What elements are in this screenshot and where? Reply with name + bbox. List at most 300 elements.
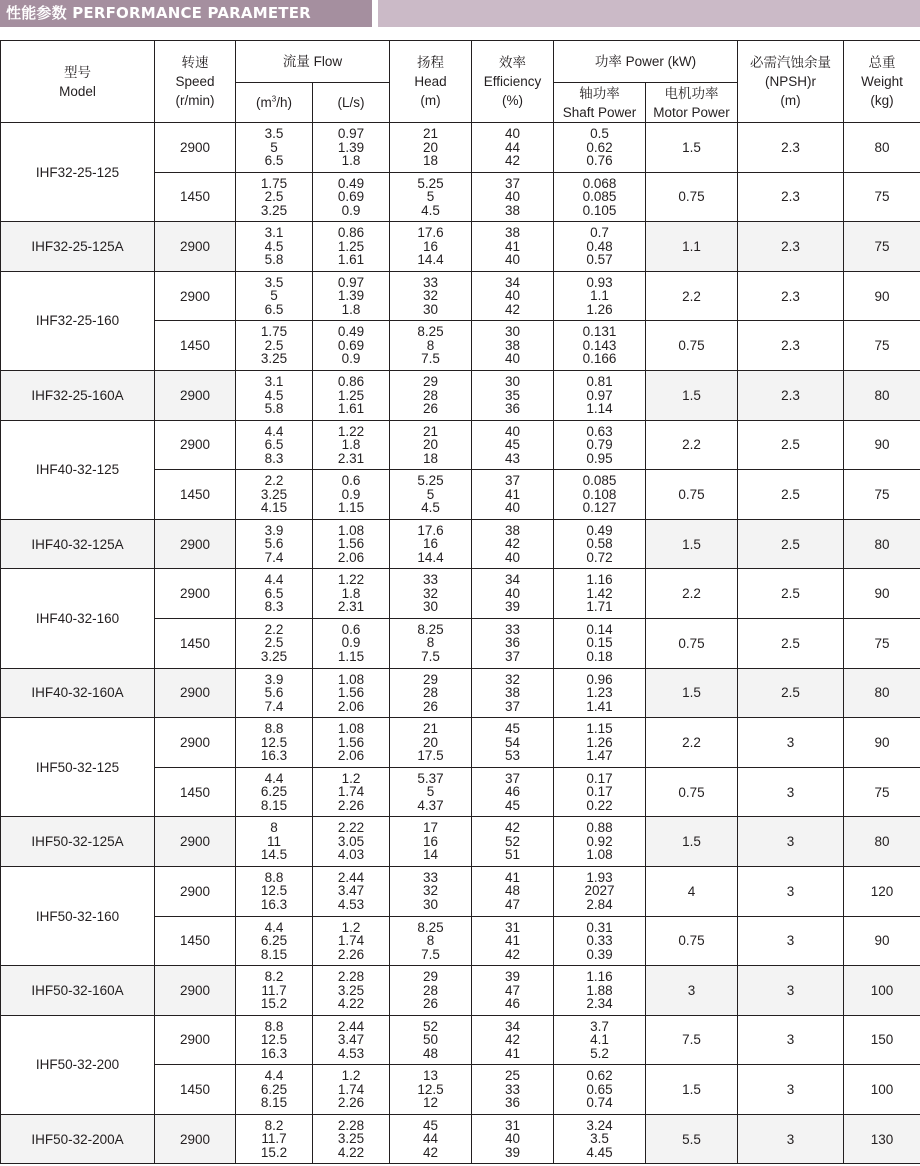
flow-m3h-cell-value: 2.5 (264, 635, 284, 651)
flow-ls-cell-value: 0.97 (337, 126, 365, 142)
model-cell: IHF32-25-125 (1, 123, 155, 222)
efficiency-cell-value: 46 (505, 784, 521, 800)
flow-m3h-cell-value: 2.5 (264, 189, 284, 205)
motor-power-cell: 4 (646, 866, 738, 916)
motor-power-cell: 1.5 (646, 370, 738, 420)
flow-m3h-cell-value: 3.25 (260, 486, 288, 502)
shaft-power-cell (554, 817, 646, 867)
efficiency-cell (472, 718, 554, 768)
speed-cell: 2900 (155, 420, 236, 470)
speed-cell: 2900 (155, 123, 236, 173)
weight-cell: 90 (844, 271, 920, 321)
weight-cell: 75 (844, 222, 920, 272)
flow-m3h-cell-value: 11.7 (261, 1131, 287, 1147)
head-cell-value: 17.5 (417, 748, 444, 764)
shaft-power-cell-value: 0.166 (582, 351, 617, 367)
flow-m3h-cell-value: 5.6 (264, 536, 284, 552)
shaft-power-cell-value: 0.74 (586, 1095, 613, 1111)
efficiency-cell-value: 37 (505, 698, 521, 714)
flow-ls-cell-value: 1.8 (341, 153, 361, 169)
flow-m3h-cell (236, 668, 313, 718)
shaft-power-cell-value: 0.95 (586, 450, 613, 466)
head-cell-value: 28 (423, 982, 439, 998)
head-cell-value: 17.6 (417, 522, 444, 538)
flow-m3h-cell-value: 6.25 (260, 933, 288, 949)
head-cell-value: 30 (423, 599, 439, 615)
weight-cell: 100 (844, 966, 920, 1016)
model-cell: IHF50-32-200A (1, 1114, 155, 1164)
col-weight (844, 41, 920, 123)
head-cell-value: 33 (423, 274, 439, 290)
head-cell-value: 33 (423, 869, 439, 885)
shaft-power-cell (554, 1065, 646, 1115)
col-head-unit: (m) (420, 93, 441, 108)
flow-m3h-cell-value: 16.3 (260, 748, 288, 764)
flow-ls-cell-value: 1.2 (341, 1068, 361, 1084)
flow-ls-cell (313, 916, 390, 966)
flow-ls-cell (313, 519, 390, 569)
npsh-cell: 3 (738, 1015, 844, 1065)
flow-ls-cell-value: 1.39 (337, 139, 365, 155)
model-cell: IHF32-25-125A (1, 222, 155, 272)
col-head-en: Head (414, 74, 447, 89)
motor-power-cell: 2.2 (646, 271, 738, 321)
shaft-power-cell-value: 1.88 (586, 982, 613, 998)
shaft-power-cell-value: 1.71 (586, 599, 613, 615)
speed-cell: 2900 (155, 866, 236, 916)
efficiency-cell (472, 1114, 554, 1164)
flow-ls-cell-value: 0.49 (337, 175, 365, 191)
shaft-power-cell (554, 569, 646, 619)
speed-cell: 2900 (155, 222, 236, 272)
model-cell: IHF50-32-125A (1, 817, 155, 867)
flow-m3h-cell-value: 4.4 (264, 1068, 284, 1084)
table-row (1, 718, 920, 768)
efficiency-cell-value: 40 (505, 252, 521, 268)
flow-ls-cell (313, 569, 390, 619)
flow-m3h-cell-value: 14.5 (260, 847, 288, 863)
table-row (1, 1114, 920, 1164)
shaft-power-cell-value: 0.22 (586, 797, 613, 813)
shaft-power-cell (554, 321, 646, 371)
shaft-power-cell (554, 420, 646, 470)
head-cell-value: 7.5 (421, 351, 440, 367)
head-cell-value: 28 (423, 685, 439, 701)
shaft-power-cell-value: 0.76 (586, 153, 613, 169)
shaft-power-cell-value: 3.24 (586, 1117, 613, 1133)
efficiency-cell-value: 39 (505, 969, 521, 985)
speed-cell: 2900 (155, 718, 236, 768)
speed-cell: 1450 (155, 470, 236, 520)
shaft-power-cell-value: 2027 (584, 883, 615, 899)
head-cell-value: 30 (423, 301, 439, 317)
head-cell (390, 123, 472, 173)
head-cell-value: 29 (423, 969, 439, 985)
head-cell-value: 4.37 (417, 797, 444, 813)
speed-cell: 2900 (155, 519, 236, 569)
head-cell-value: 7.5 (421, 946, 440, 962)
model-cell: IHF40-32-125A (1, 519, 155, 569)
head-cell (390, 519, 472, 569)
flow-m3h-cell (236, 1065, 313, 1115)
motor-power-cell: 1.5 (646, 668, 738, 718)
flow-m3h-cell-value: 1.75 (260, 175, 288, 191)
speed-cell: 2900 (155, 271, 236, 321)
shaft-power-cell-value: 0.39 (586, 946, 613, 962)
head-cell-value: 32 (423, 883, 439, 899)
flow-m3h-cell (236, 718, 313, 768)
efficiency-cell-value: 34 (505, 572, 521, 588)
head-cell-value: 18 (423, 153, 439, 169)
motor-power-cell: 1.5 (646, 519, 738, 569)
efficiency-cell (472, 172, 554, 222)
head-cell-value: 12.5 (417, 1081, 444, 1097)
shaft-power-cell-value: 0.31 (586, 919, 613, 935)
head-cell-value: 52 (423, 1018, 439, 1034)
col-weight-unit: (kg) (870, 93, 894, 108)
flow-ls-cell (313, 172, 390, 222)
efficiency-cell-value: 39 (505, 599, 521, 615)
flow-m3h-cell (236, 817, 313, 867)
table-row (1, 817, 920, 867)
head-cell-value: 45 (423, 1117, 439, 1133)
npsh-cell: 3 (738, 866, 844, 916)
flow-ls-cell (313, 123, 390, 173)
col-flow-ls: (L/s) (313, 83, 390, 123)
efficiency-cell (472, 470, 554, 520)
flow-m3h-cell-value: 5 (270, 288, 278, 304)
efficiency-cell-value: 40 (505, 189, 521, 205)
weight-cell: 120 (844, 866, 920, 916)
flow-ls-cell-value: 2.26 (337, 946, 365, 962)
motor-power-cell: 1.5 (646, 1065, 738, 1115)
flow-ls-cell-value: 2.06 (337, 748, 365, 764)
flow-m3h-cell-value: 15.2 (260, 996, 288, 1012)
flow-ls-cell-value: 1.25 (337, 238, 365, 254)
head-cell (390, 470, 472, 520)
flow-m3h-cell-value: 3.5 (264, 274, 284, 290)
flow-m3h-cell (236, 618, 313, 668)
head-cell-value: 17.6 (417, 225, 444, 241)
flow-m3h-cell-value: 2.2 (264, 473, 284, 489)
flow-m3h-cell-value: 8.15 (260, 797, 288, 813)
speed-cell: 1450 (155, 321, 236, 371)
flow-ls-cell-value: 3.25 (337, 982, 365, 998)
shaft-power-cell-value: 0.81 (586, 374, 613, 390)
shaft-power-cell (554, 123, 646, 173)
flow-ls-cell-value: 2.28 (337, 969, 365, 985)
shaft-power-cell (554, 470, 646, 520)
flow-m3h-cell-value: 15.2 (260, 1144, 288, 1160)
flow-m3h-cell-value: 6.5 (264, 153, 284, 169)
model-cell: IHF50-32-200 (1, 1015, 155, 1114)
npsh-cell: 3 (738, 718, 844, 768)
head-cell-value: 12 (423, 1095, 439, 1111)
flow-m3h-cell-value: 3.1 (264, 374, 284, 390)
head-cell (390, 767, 472, 817)
efficiency-cell-value: 42 (505, 153, 521, 169)
shaft-power-cell-value: 0.48 (586, 238, 613, 254)
head-cell-value: 5 (426, 486, 435, 502)
efficiency-cell (472, 966, 554, 1016)
efficiency-cell-value: 36 (505, 1095, 521, 1111)
efficiency-cell-value: 40 (505, 288, 521, 304)
efficiency-cell-value: 40 (505, 549, 521, 565)
head-cell (390, 1015, 472, 1065)
head-cell (390, 916, 472, 966)
table-row (1, 569, 920, 619)
flow-ls-cell-value: 1.2 (341, 770, 361, 786)
flow-ls-cell-value: 0.9 (341, 635, 361, 651)
model-cell: IHF32-25-160 (1, 271, 155, 370)
table-row (1, 420, 920, 470)
flow-ls-cell (313, 271, 390, 321)
shaft-power-cell-value: 0.57 (586, 252, 613, 268)
shaft-power-cell-value: 4.45 (586, 1144, 613, 1160)
flow-m3h-cell-value: 4.5 (264, 387, 284, 403)
head-cell (390, 668, 472, 718)
table-row (1, 1015, 920, 1065)
head-cell-value: 20 (423, 734, 439, 750)
flow-m3h-cell (236, 420, 313, 470)
efficiency-cell-value: 37 (505, 175, 521, 191)
table-row (1, 519, 920, 569)
efficiency-cell-value: 38 (505, 202, 521, 218)
efficiency-cell-value: 37 (505, 770, 521, 786)
npsh-cell: 3 (738, 1065, 844, 1115)
head-cell-value: 4.5 (421, 500, 440, 516)
efficiency-cell-value: 41 (505, 1045, 521, 1061)
flow-m3h-cell-value: 6.5 (264, 437, 284, 453)
flow-ls-cell-value: 1.15 (337, 500, 365, 516)
head-cell (390, 618, 472, 668)
efficiency-cell-value: 37 (505, 473, 521, 489)
npsh-cell: 3 (738, 916, 844, 966)
flow-ls-cell-value: 1.74 (337, 1081, 365, 1097)
efficiency-cell-value: 45 (505, 437, 521, 453)
flow-ls-cell (313, 420, 390, 470)
title-banner (0, 0, 920, 27)
efficiency-cell (472, 321, 554, 371)
efficiency-cell-value: 51 (505, 847, 521, 863)
col-model-cn: 型号 (64, 64, 91, 80)
flow-ls-cell-value: 0.49 (337, 324, 365, 340)
head-cell-value: 13 (423, 1068, 439, 1084)
head-cell (390, 1065, 472, 1115)
flow-m3h-cell-value: 5.8 (264, 401, 284, 417)
model-cell: IHF40-32-125 (1, 420, 155, 519)
table-row (1, 123, 920, 173)
shaft-power-cell (554, 668, 646, 718)
flow-ls-cell (313, 321, 390, 371)
shaft-power-cell-value: 0.17 (586, 784, 613, 800)
head-cell (390, 172, 472, 222)
flow-m3h-cell (236, 1114, 313, 1164)
shaft-power-cell (554, 222, 646, 272)
speed-cell: 2900 (155, 817, 236, 867)
efficiency-cell-value: 38 (505, 685, 521, 701)
model-cell: IHF40-32-160 (1, 569, 155, 668)
flow-ls-cell (313, 1114, 390, 1164)
col-model (1, 41, 155, 123)
flow-ls-cell (313, 1065, 390, 1115)
head-cell-value: 14 (423, 847, 439, 863)
col-speed (155, 41, 236, 123)
shaft-power-cell-value: 3.5 (590, 1131, 609, 1147)
motor-power-cell: 0.75 (646, 321, 738, 371)
flow-ls-cell-value: 4.53 (337, 896, 365, 912)
col-flow: 流量 Flow (236, 41, 390, 83)
flow-m3h-cell-value: 3.25 (260, 648, 288, 664)
flow-m3h-cell-value: 4.4 (264, 423, 284, 439)
shaft-power-cell-value: 0.105 (582, 202, 617, 218)
flow-m3h-cell-value: 1.75 (260, 324, 288, 340)
head-cell-value: 26 (423, 401, 439, 417)
flow-m3h-cell-value: 11 (266, 833, 281, 849)
head-cell-value: 16 (423, 833, 439, 849)
col-flow-m3h: $(m^3/h)$ (236, 83, 313, 123)
flow-m3h-cell-value: 3.1 (264, 225, 284, 241)
weight-cell: 90 (844, 718, 920, 768)
table-row (1, 668, 920, 718)
flow-ls-cell-value: 4.53 (337, 1045, 365, 1061)
shaft-power-cell-value: 1.08 (586, 847, 613, 863)
flow-m3h-cell-value: 4.4 (264, 919, 284, 935)
flow-ls-cell-value: 1.56 (337, 734, 365, 750)
efficiency-cell-value: 46 (505, 996, 521, 1012)
col-efficiency (472, 41, 554, 123)
shaft-power-cell-value: 0.085 (582, 473, 617, 489)
head-cell-value: 8.25 (417, 324, 444, 340)
head-cell-value: 8.25 (417, 919, 444, 935)
head-cell-value: 44 (423, 1131, 439, 1147)
head-cell-value: 5.25 (417, 175, 444, 191)
shaft-power-cell-value: 0.7 (590, 225, 609, 241)
head-cell-value: 30 (423, 896, 439, 912)
flow-m3h-cell (236, 519, 313, 569)
efficiency-cell-value: 34 (505, 1018, 521, 1034)
shaft-power-cell-value: 0.63 (586, 423, 613, 439)
motor-power-cell: 0.75 (646, 470, 738, 520)
flow-ls-cell-value: 0.9 (341, 202, 361, 218)
flow-ls-cell-value: 0.97 (337, 274, 365, 290)
shaft-power-cell-value: 0.5 (590, 126, 609, 142)
shaft-power-cell (554, 767, 646, 817)
shaft-power-cell-value: 0.068 (582, 175, 617, 191)
shaft-power-cell-value: 0.49 (586, 522, 613, 538)
head-cell-value: 16 (423, 238, 439, 254)
flow-ls-cell-value: 1.15 (337, 648, 365, 664)
weight-cell: 75 (844, 767, 920, 817)
head-cell-value: 14.4 (417, 252, 444, 268)
flow-m3h-cell-value: 4.15 (260, 500, 288, 516)
flow-m3h-cell-value: 11.7 (261, 982, 287, 998)
flow-m3h-cell-value: 2.2 (264, 621, 284, 637)
efficiency-cell-value: 45 (505, 721, 521, 737)
flow-ls-cell-value: 1.39 (337, 288, 365, 304)
efficiency-cell-value: 31 (505, 919, 521, 935)
shaft-power-cell-value: 0.143 (582, 337, 617, 353)
flow-ls-cell-value: 1.22 (337, 423, 365, 439)
motor-power-cell: 0.75 (646, 172, 738, 222)
flow-m3h-cell-value: 12.5 (260, 1032, 288, 1048)
shaft-power-cell-value: 0.62 (586, 139, 613, 155)
head-cell-value: 32 (423, 585, 439, 601)
efficiency-cell-value: 34 (505, 274, 521, 290)
col-shaft-cn: 轴功率 (579, 85, 620, 101)
efficiency-cell (472, 817, 554, 867)
npsh-cell: 2.3 (738, 123, 844, 173)
motor-power-cell: 1.5 (646, 817, 738, 867)
efficiency-cell (472, 1065, 554, 1115)
flow-m3h-cell-value: 3.5 (264, 126, 284, 142)
efficiency-cell-value: 47 (505, 896, 521, 912)
flow-m3h-cell-value: 3.25 (260, 351, 288, 367)
flow-m3h-cell (236, 767, 313, 817)
shaft-power-cell-value: 2.34 (586, 996, 613, 1012)
col-motor-cn: 电机功率 (664, 85, 719, 101)
npsh-cell: 2.3 (738, 370, 844, 420)
head-cell-value: 20 (423, 139, 439, 155)
speed-cell: 2900 (155, 569, 236, 619)
shaft-power-cell-value: 1.93 (586, 869, 613, 885)
flow-m3h-cell-value: 8.15 (260, 946, 288, 962)
weight-cell: 150 (844, 1015, 920, 1065)
flow-m3h-cell-value: 6.5 (264, 301, 284, 317)
shaft-power-cell (554, 866, 646, 916)
npsh-cell: 2.5 (738, 470, 844, 520)
shaft-power-cell (554, 718, 646, 768)
shaft-power-cell-value: 1.14 (586, 401, 613, 417)
shaft-power-cell (554, 966, 646, 1016)
flow-ls-cell-value: 2.31 (337, 599, 365, 615)
efficiency-cell (472, 618, 554, 668)
efficiency-cell-value: 42 (505, 301, 521, 317)
head-cell-value: 5.37 (417, 770, 444, 786)
flow-m3h-cell-value: 8.3 (264, 599, 284, 615)
flow-m3h-cell-value: 8.8 (264, 869, 284, 885)
head-cell-value: 21 (423, 126, 439, 142)
efficiency-cell-value: 31 (505, 1117, 521, 1133)
head-cell (390, 866, 472, 916)
efficiency-cell (472, 916, 554, 966)
head-cell (390, 966, 472, 1016)
speed-cell: 1450 (155, 916, 236, 966)
flow-ls-cell (313, 866, 390, 916)
head-cell (390, 370, 472, 420)
flow-ls-cell-value: 4.03 (337, 847, 365, 863)
shaft-power-cell-value: 0.79 (586, 437, 613, 453)
efficiency-cell-value: 32 (505, 671, 521, 687)
shaft-power-cell-value: 1.26 (586, 734, 613, 750)
flow-ls-cell-value: 2.26 (337, 1095, 365, 1111)
efficiency-cell-value: 38 (505, 337, 521, 353)
shaft-power-cell-value: 1.41 (586, 698, 613, 714)
flow-ls-cell (313, 767, 390, 817)
header-row-1 (1, 41, 920, 83)
efficiency-cell (472, 866, 554, 916)
motor-power-cell: 0.75 (646, 618, 738, 668)
weight-cell: 80 (844, 519, 920, 569)
col-weight-en: Weight (861, 74, 903, 89)
efficiency-cell (472, 1015, 554, 1065)
shaft-power-cell-value: 0.88 (586, 820, 613, 836)
flow-ls-cell-value: 0.6 (341, 621, 361, 637)
head-cell (390, 420, 472, 470)
efficiency-cell-value: 30 (505, 374, 521, 390)
flow-ls-cell-value: 3.25 (337, 1131, 365, 1147)
efficiency-cell (472, 271, 554, 321)
